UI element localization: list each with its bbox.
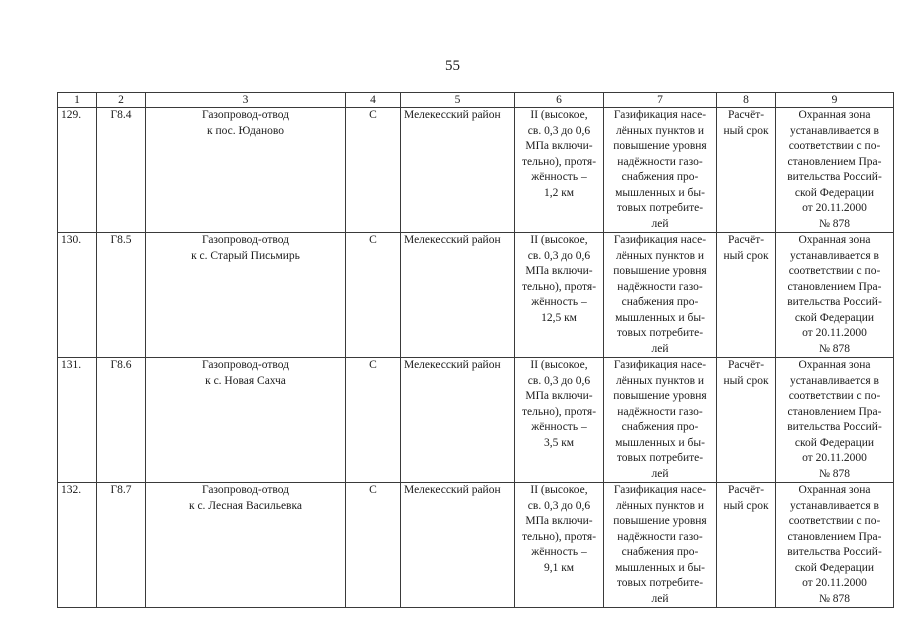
location-area: Мелекесский район bbox=[401, 108, 515, 233]
object-purpose-line: снабжения про- bbox=[621, 171, 699, 183]
object-characteristics-line: жённость – bbox=[531, 171, 587, 183]
implementation-term-line: Расчёт- bbox=[727, 359, 765, 371]
object-purpose-line: товых потребите- bbox=[616, 327, 704, 339]
location-area: Мелекесский район bbox=[401, 483, 515, 608]
protection-zone-line: вительства Россий- bbox=[787, 546, 882, 558]
protection-zone-line: Охранная зона bbox=[798, 484, 871, 496]
object-purpose-line: мышленных и бы- bbox=[615, 186, 705, 199]
object-purpose bbox=[604, 483, 717, 608]
object-characteristics-line: жённость – bbox=[531, 421, 587, 433]
object-name bbox=[146, 358, 346, 483]
object-purpose-line: снабжения про- bbox=[621, 421, 699, 433]
protection-zone-line: вительства Россий- bbox=[787, 296, 882, 308]
object-purpose bbox=[604, 108, 717, 233]
object-purpose-line: лённых пунктов и bbox=[615, 499, 705, 512]
object-name-line: к с. Старый Письмирь bbox=[191, 249, 300, 262]
object-name-line: Газопровод-отвод bbox=[201, 359, 290, 371]
protection-zone-line: соответствии с по- bbox=[788, 265, 881, 277]
object-purpose-line: лённых пунктов и bbox=[615, 249, 705, 262]
object-characteristics bbox=[515, 108, 604, 233]
protection-zone-line: соответствии с по- bbox=[788, 390, 881, 402]
object-name-line: к с. Новая Сахча bbox=[205, 374, 286, 387]
object-purpose-line: снабжения про- bbox=[621, 296, 699, 308]
object-characteristics-line: жённость – bbox=[531, 546, 587, 558]
object-characteristics-line: тельно), протя- bbox=[521, 155, 597, 168]
object-purpose-line: Газификация насе- bbox=[613, 359, 707, 371]
object-purpose-line: повышение уровня bbox=[613, 140, 707, 152]
implementation-term-line: ный срок bbox=[723, 124, 769, 137]
object-name-line: Газопровод-отвод bbox=[201, 234, 290, 246]
protection-zone-line: ской Федерации bbox=[794, 311, 875, 324]
protection-zone-line: устанавливается в bbox=[790, 124, 879, 137]
row-number: 129. bbox=[58, 108, 97, 233]
object-name bbox=[146, 233, 346, 358]
object-characteristics bbox=[515, 233, 604, 358]
object-category: С bbox=[346, 233, 401, 358]
object-code: Г8.6 bbox=[97, 358, 146, 483]
protection-zone-line: вительства Россий- bbox=[787, 171, 882, 183]
protection-zone-line: ской Федерации bbox=[794, 561, 875, 574]
object-category: С bbox=[346, 108, 401, 233]
protection-zone-line: ской Федерации bbox=[794, 436, 875, 449]
object-characteristics-line: МПа включи- bbox=[525, 515, 593, 527]
object-purpose-line: снабжения про- bbox=[621, 546, 699, 558]
object-name-line: Газопровод-отвод bbox=[201, 484, 290, 496]
object-purpose bbox=[604, 358, 717, 483]
object-characteristics-line: II (высокое, bbox=[530, 234, 588, 246]
object-purpose-line: товых потребите- bbox=[616, 577, 704, 589]
object-characteristics bbox=[515, 483, 604, 608]
object-purpose-line: товых потребите- bbox=[616, 452, 704, 464]
object-category: С bbox=[346, 358, 401, 483]
protection-zone-line: устанавливается в bbox=[790, 249, 879, 262]
implementation-term bbox=[717, 108, 776, 233]
protection-zone-line: № 878 bbox=[818, 342, 851, 355]
gas-pipeline-table bbox=[57, 92, 894, 608]
implementation-term bbox=[717, 233, 776, 358]
object-characteristics-line: МПа включи- bbox=[525, 140, 593, 152]
object-code: Г8.5 bbox=[97, 233, 146, 358]
object-characteristics-line: МПа включи- bbox=[525, 265, 593, 277]
page-number: 55 bbox=[445, 58, 460, 74]
column-header-1: 1 bbox=[58, 93, 97, 108]
implementation-term-line: Расчёт- bbox=[727, 484, 765, 496]
row-number: 130. bbox=[58, 233, 97, 358]
object-characteristics-line: тельно), протя- bbox=[521, 280, 597, 293]
protection-zone-line: становлением Пра- bbox=[787, 530, 882, 543]
object-characteristics-line: II (высокое, bbox=[530, 484, 588, 496]
object-purpose-line: лей bbox=[651, 467, 669, 480]
protection-zone bbox=[776, 108, 894, 233]
column-header-2: 2 bbox=[97, 93, 146, 108]
object-code: Г8.4 bbox=[97, 108, 146, 233]
protection-zone-line: № 878 bbox=[818, 217, 851, 230]
header-row bbox=[58, 93, 894, 108]
column-header-4: 4 bbox=[346, 93, 401, 108]
protection-zone-line: № 878 bbox=[818, 467, 851, 480]
protection-zone bbox=[776, 483, 894, 608]
implementation-term-line: ный срок bbox=[723, 249, 769, 262]
table-row bbox=[58, 358, 894, 483]
row-number: 131. bbox=[58, 358, 97, 483]
protection-zone-line: соответствии с по- bbox=[788, 140, 881, 152]
object-characteristics-line: 9,1 км bbox=[543, 561, 575, 574]
protection-zone-line: ской Федерации bbox=[794, 186, 875, 199]
object-purpose-line: лей bbox=[651, 592, 669, 605]
table-row bbox=[58, 233, 894, 358]
column-header-5: 5 bbox=[401, 93, 515, 108]
object-purpose-line: товых потребите- bbox=[616, 202, 704, 214]
implementation-term-line: ный срок bbox=[723, 374, 769, 387]
protection-zone-line: устанавливается в bbox=[790, 499, 879, 512]
object-characteristics-line: тельно), протя- bbox=[521, 530, 597, 543]
protection-zone-line: Охранная зона bbox=[798, 359, 871, 371]
protection-zone-line: Охранная зона bbox=[798, 109, 871, 121]
protection-zone bbox=[776, 233, 894, 358]
object-characteristics-line: 1,2 км bbox=[543, 186, 575, 199]
object-purpose-line: лённых пунктов и bbox=[615, 124, 705, 137]
object-name-line: Газопровод-отвод bbox=[201, 109, 290, 121]
object-characteristics bbox=[515, 358, 604, 483]
object-purpose-line: Газификация насе- bbox=[613, 234, 707, 246]
object-purpose bbox=[604, 233, 717, 358]
object-purpose-line: надёжности газо- bbox=[617, 405, 703, 418]
protection-zone-line: № 878 bbox=[818, 592, 851, 605]
object-characteristics-line: св. 0,3 до 0,6 bbox=[527, 499, 591, 512]
object-purpose-line: мышленных и бы- bbox=[615, 436, 705, 449]
protection-zone bbox=[776, 358, 894, 483]
implementation-term-line: Расчёт- bbox=[727, 234, 765, 246]
object-characteristics-line: св. 0,3 до 0,6 bbox=[527, 124, 591, 137]
column-header-6: 6 bbox=[515, 93, 604, 108]
object-name bbox=[146, 483, 346, 608]
object-purpose-line: надёжности газо- bbox=[617, 155, 703, 168]
object-characteristics-line: 3,5 км bbox=[543, 436, 575, 449]
implementation-term-line: ный срок bbox=[723, 499, 769, 512]
object-characteristics-line: 12,5 км bbox=[541, 311, 577, 324]
column-header-7: 7 bbox=[604, 93, 717, 108]
implementation-term-line: Расчёт- bbox=[727, 109, 765, 121]
protection-zone-line: становлением Пра- bbox=[787, 155, 882, 168]
object-characteristics-line: жённость – bbox=[531, 296, 587, 308]
object-purpose-line: повышение уровня bbox=[613, 265, 707, 277]
table-row bbox=[58, 483, 894, 608]
object-characteristics-line: тельно), протя- bbox=[521, 405, 597, 418]
object-characteristics-line: св. 0,3 до 0,6 bbox=[527, 374, 591, 387]
column-header-3: 3 bbox=[146, 93, 346, 108]
implementation-term bbox=[717, 483, 776, 608]
protection-zone-line: Охранная зона bbox=[798, 234, 871, 246]
object-name bbox=[146, 108, 346, 233]
implementation-term bbox=[717, 358, 776, 483]
protection-zone-line: становлением Пра- bbox=[787, 405, 882, 418]
object-purpose-line: Газификация насе- bbox=[613, 109, 707, 121]
protection-zone-line: соответствии с по- bbox=[788, 515, 881, 527]
object-category: С bbox=[346, 483, 401, 608]
row-number: 132. bbox=[58, 483, 97, 608]
object-characteristics-line: II (высокое, bbox=[530, 359, 588, 371]
object-characteristics-line: МПа включи- bbox=[525, 390, 593, 402]
column-header-9: 9 bbox=[776, 93, 894, 108]
object-characteristics-line: II (высокое, bbox=[530, 109, 588, 121]
protection-zone-line: от 20.11.2000 bbox=[802, 577, 867, 589]
object-purpose-line: лей bbox=[651, 217, 669, 230]
object-code: Г8.7 bbox=[97, 483, 146, 608]
object-name-line: к с. Лесная Васильевка bbox=[188, 499, 303, 512]
object-purpose-line: мышленных и бы- bbox=[615, 561, 705, 574]
location-area: Мелекесский район bbox=[401, 358, 515, 483]
object-purpose-line: повышение уровня bbox=[613, 390, 707, 402]
object-purpose-line: лей bbox=[651, 342, 669, 355]
object-purpose-line: надёжности газо- bbox=[617, 530, 703, 543]
object-characteristics-line: св. 0,3 до 0,6 bbox=[527, 249, 591, 262]
object-purpose-line: мышленных и бы- bbox=[615, 311, 705, 324]
object-purpose-line: Газификация насе- bbox=[613, 484, 707, 496]
object-name-line: к пос. Юданово bbox=[206, 124, 284, 137]
table-row bbox=[58, 108, 894, 233]
protection-zone-line: вительства Россий- bbox=[787, 421, 882, 433]
object-purpose-line: надёжности газо- bbox=[617, 280, 703, 293]
protection-zone-line: становлением Пра- bbox=[787, 280, 882, 293]
object-purpose-line: лённых пунктов и bbox=[615, 374, 705, 387]
protection-zone-line: от 20.11.2000 bbox=[802, 327, 867, 339]
object-purpose-line: повышение уровня bbox=[613, 515, 707, 527]
protection-zone-line: от 20.11.2000 bbox=[802, 202, 867, 214]
protection-zone-line: устанавливается в bbox=[790, 374, 879, 387]
location-area: Мелекесский район bbox=[401, 233, 515, 358]
column-header-8: 8 bbox=[717, 93, 776, 108]
protection-zone-line: от 20.11.2000 bbox=[802, 452, 867, 464]
table-body bbox=[58, 108, 894, 608]
